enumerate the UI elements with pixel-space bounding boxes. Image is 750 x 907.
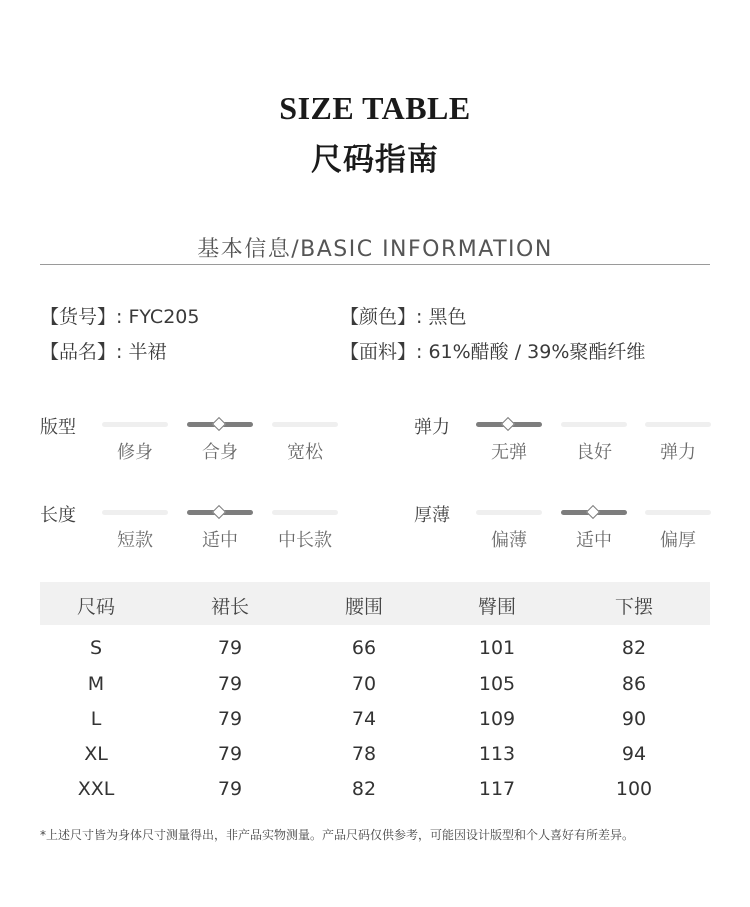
fit-track-3 (272, 422, 338, 427)
table-cell: 70 (351, 673, 377, 695)
fit-option: 合身 (202, 442, 238, 463)
table-cell: 79 (217, 778, 243, 800)
elasticity-track-3 (645, 422, 711, 427)
column-header-waist: 腰围 (344, 596, 383, 618)
length-track-2-selected (187, 510, 253, 515)
fit-track-1 (102, 422, 168, 427)
length-option: 短款 (117, 530, 153, 551)
elasticity-label: 弹力 (414, 417, 450, 438)
table-cell: 82 (621, 637, 647, 659)
table-cell: 86 (621, 673, 647, 695)
item-number: 【货号】: FYC205 (40, 306, 200, 328)
color-info: 【颜色】: 黑色 (340, 306, 467, 328)
footnote: *上述尺寸皆为身体尺寸测量得出，非产品实物测量。产品尺码仅供参考，可能因设计版型和个人喜好有所差异。 (40, 828, 635, 842)
basic-info-heading: 基本信息/BASIC INFORMATION (197, 237, 553, 262)
thickness-option: 适中 (576, 530, 612, 551)
table-cell: 113 (478, 743, 516, 765)
selected-marker-icon (212, 417, 226, 431)
thickness-option: 偏厚 (660, 530, 696, 551)
table-cell: 79 (217, 743, 243, 765)
column-header-skirt-length: 裙长 (210, 596, 249, 618)
product-name: 【品名】: 半裙 (40, 341, 167, 363)
elasticity-option: 弹力 (660, 442, 696, 463)
table-cell: 90 (621, 708, 647, 730)
table-cell: 105 (478, 673, 516, 695)
elasticity-track-1-selected (476, 422, 542, 427)
thickness-track-1 (476, 510, 542, 515)
table-cell: 82 (351, 778, 377, 800)
divider-line (40, 264, 710, 265)
table-cell-size: XL (84, 743, 108, 765)
thickness-label: 厚薄 (414, 505, 450, 526)
fit-track-2-selected (187, 422, 253, 427)
thickness-track-3 (645, 510, 711, 515)
length-option: 中长款 (278, 530, 332, 551)
table-cell: 79 (217, 673, 243, 695)
table-cell-size: L (90, 708, 102, 730)
title-english: SIZE TABLE (279, 90, 471, 126)
length-track-3 (272, 510, 338, 515)
table-cell: 100 (615, 778, 653, 800)
table-cell: 78 (351, 743, 377, 765)
length-label: 长度 (40, 505, 76, 526)
table-cell: 74 (351, 708, 377, 730)
fit-label: 版型 (40, 417, 76, 438)
table-cell: 94 (621, 743, 647, 765)
selected-marker-icon (501, 417, 515, 431)
column-header-hem: 下摆 (614, 596, 653, 618)
selected-marker-icon (212, 505, 226, 519)
thickness-track-2-selected (561, 510, 627, 515)
title-chinese: 尺码指南 (311, 142, 439, 178)
table-cell-size: M (87, 673, 105, 695)
selected-marker-icon (586, 505, 600, 519)
table-cell-size: XXL (77, 778, 115, 800)
column-header-hip: 臀围 (477, 596, 516, 618)
column-header-size: 尺码 (76, 596, 115, 618)
thickness-option: 偏薄 (491, 530, 527, 551)
elasticity-option: 无弹 (491, 442, 527, 463)
table-cell: 101 (478, 637, 516, 659)
table-cell: 109 (478, 708, 516, 730)
table-cell: 117 (478, 778, 516, 800)
length-track-1 (102, 510, 168, 515)
elasticity-option: 良好 (576, 442, 612, 463)
fit-option: 宽松 (287, 442, 323, 463)
table-cell: 79 (217, 637, 243, 659)
table-cell-size: S (89, 637, 103, 659)
table-cell: 79 (217, 708, 243, 730)
fabric-info: 【面料】: 61%醋酸 / 39%聚酯纤维 (340, 341, 646, 363)
table-cell: 66 (351, 637, 377, 659)
length-option: 适中 (202, 530, 238, 551)
elasticity-track-2 (561, 422, 627, 427)
fit-option: 修身 (117, 442, 153, 463)
